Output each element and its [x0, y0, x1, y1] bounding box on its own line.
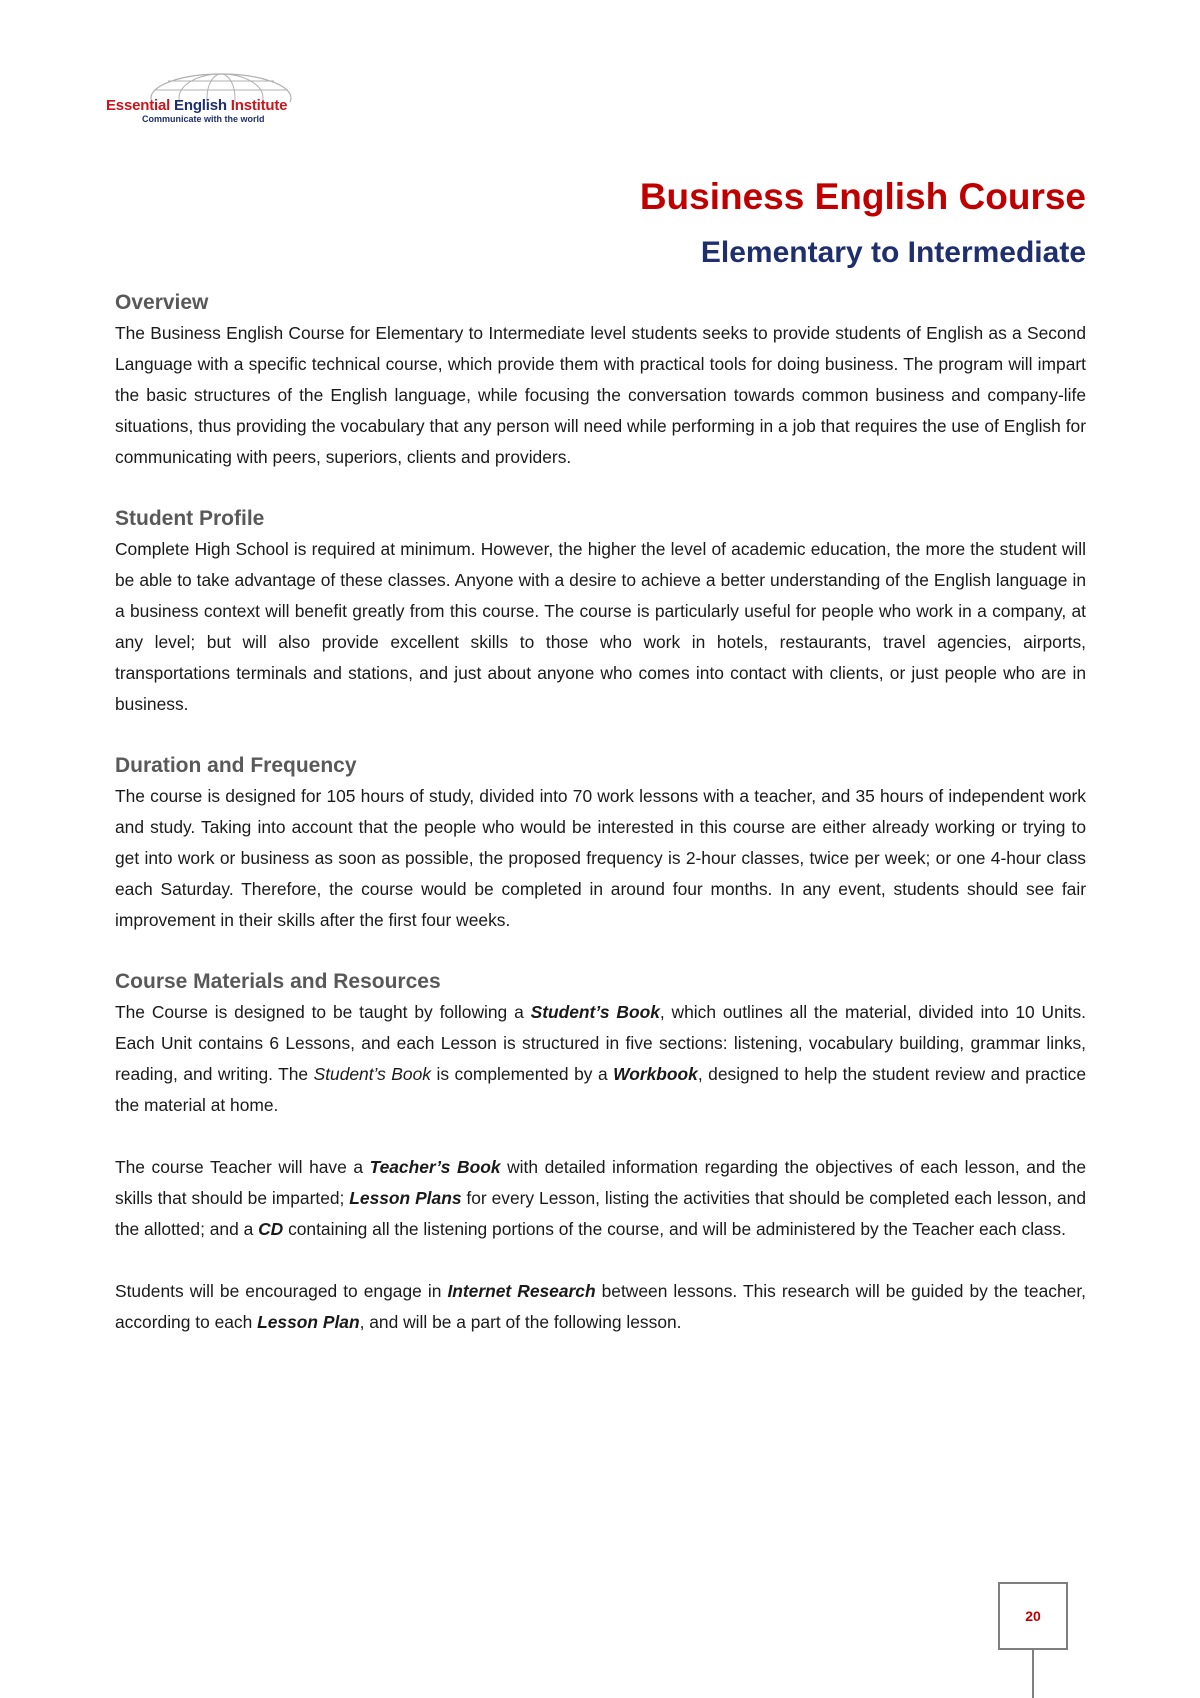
resource-name: Lesson Plans [349, 1188, 462, 1208]
section-paragraph: The Business English Course for Elementary to Intermediate level students seeks to provide students of English as a Second Language with a specific technical course, which provide them with practical tools for doing business. The program will impart the basic structures of the English language, while focusing the conversation towards common business and company-life situations, thus providing the vocabulary that any person will need while performing in a job that requires the use of English for communicating with peers, superiors, clients and providers. [115, 323, 1086, 467]
section-heading: Student Profile [115, 507, 265, 530]
section-heading: Duration and Frequency [115, 754, 357, 777]
materials-paragraph-3: Students will be encouraged to engage in Internet Research between lessons. This research will be guided by the teacher, according to each Lesson Plan, and will be a part of the following lesson. [115, 1281, 1086, 1332]
book-title: Student’s Book [530, 1002, 660, 1022]
section-heading: Overview [115, 291, 209, 314]
overview-section [115, 288, 1086, 473]
materials-paragraph-2: The course Teacher will have a Teacher’s Book with detailed information regarding the objectives of each lesson, and the skills that should be imparted; Lesson Plans for every Lesson, listing the activities that should be completed each lesson, and the allotted; and a CD containing all the listening portions of the course, and will be administered by the Teacher each class. [115, 1157, 1087, 1239]
section-heading: Course Materials and Resources [115, 970, 441, 993]
student-profile-section [115, 504, 1086, 720]
institute-logo [106, 70, 346, 130]
materials-section [115, 967, 1086, 1338]
page-number-stem [1032, 1650, 1034, 1698]
logo-tagline: Communicate with the world [142, 114, 265, 124]
logo-wordmark: Essential English Institute [106, 97, 288, 114]
section-paragraph: Complete High School is required at minimum. However, the higher the level of academic education, the more the student will be able to take advantage of these classes. Anyone with a desire to achieve a better understanding of the English language in a business context will benefit greatly from this course. The course is particularly useful for people who work in a company, at any level; but will also provide excellent skills to those who work in hotels, restaurants, travel agencies, airports, transportations terminals and stations, and just about anyone who comes into contact with clients, or just people who are in business. [115, 539, 1086, 714]
page-subtitle: Elementary to Intermediate [700, 236, 1086, 269]
book-title: Teacher’s Book [369, 1157, 501, 1177]
document-body [115, 288, 1086, 1369]
book-title: Student’s Book [313, 1064, 431, 1084]
section-paragraph: The course is designed for 105 hours of study, divided into 70 work lessons with a teacher, and 35 hours of independent work and study. Taking into account that the people who would be interested in this course are either already working or trying to get into work or business as soon as possible, the proposed frequency is 2-hour classes, twice per week; or one 4-hour class each Saturday. Therefore, the course would be completed in around four months. In any event, students should see fair improvement in their skills after the first four weeks. [115, 786, 1086, 930]
book-title: Workbook [613, 1064, 698, 1084]
resource-name: Internet Research [447, 1281, 596, 1301]
duration-section [115, 751, 1086, 936]
resource-name: Lesson Plan [257, 1312, 360, 1332]
materials-paragraph-1: The Course is designed to be taught by following a Student’s Book, which outlines all the material, divided into 10 Units. Each Unit contains 6 Lessons, and each Lesson is structured in five sections: listening, vocabulary building, grammar links, reading, and writing. The Student’s Book is complemented by a Workbook, designed to help the student review and practice the material at home. [115, 1002, 1087, 1115]
resource-name: CD [258, 1219, 284, 1239]
page-number: 20 [998, 1582, 1068, 1650]
page-title: Business English Course [639, 176, 1086, 217]
